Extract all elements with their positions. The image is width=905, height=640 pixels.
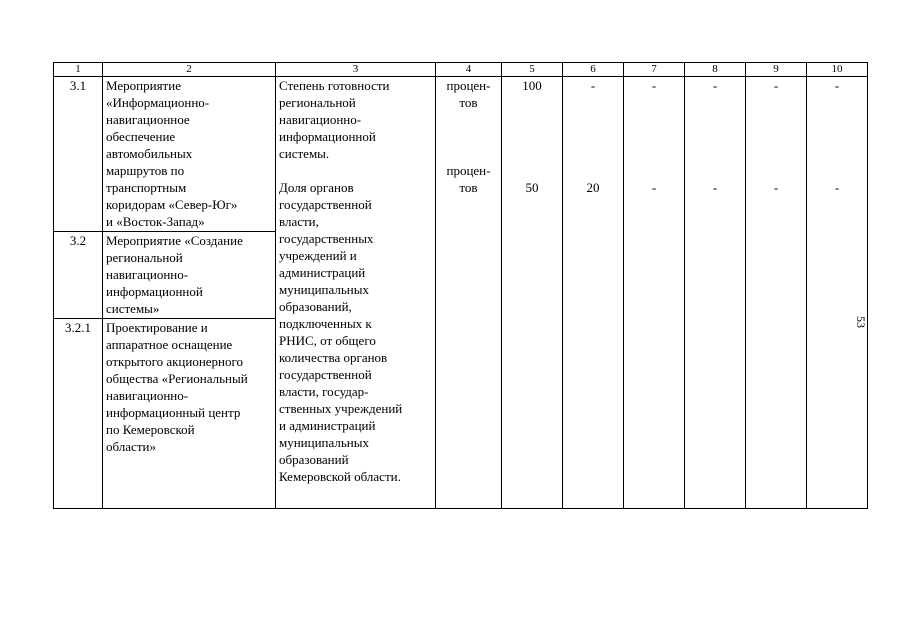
activity-name: Мероприятие «Информационно- навигационное обеспечение автомобильных маршрутов по транспортным коридорам «Север-Юг» и «Восток-Запад» — [103, 77, 276, 232]
value: - — [712, 78, 718, 93]
value: - — [773, 78, 779, 93]
value: - — [651, 180, 657, 195]
column-number: 9 — [746, 63, 807, 77]
column-number-row — [54, 63, 868, 77]
row-number: 3.2 — [54, 232, 103, 319]
value: - — [712, 180, 718, 195]
value-cell — [746, 77, 807, 509]
value: - — [834, 180, 840, 195]
indicator-text: Степень готовности региональной навигационно- информационной системы. — [279, 78, 390, 161]
unit-text: процен- тов — [446, 78, 491, 110]
column-number: 5 — [502, 63, 563, 77]
column-number: 3 — [276, 63, 436, 77]
table-row — [54, 77, 868, 232]
value: 50 — [525, 180, 539, 195]
value-cell — [624, 77, 685, 509]
unit-text: процен- тов — [446, 163, 491, 195]
column-number: 7 — [624, 63, 685, 77]
value-cell — [563, 77, 624, 509]
value-cell — [807, 77, 868, 509]
column-number: 8 — [685, 63, 746, 77]
column-number: 10 — [807, 63, 868, 77]
column-number: 1 — [54, 63, 103, 77]
value-cell — [685, 77, 746, 509]
column-number: 2 — [103, 63, 276, 77]
row-number: 3.2.1 — [54, 319, 103, 509]
column-number: 6 — [563, 63, 624, 77]
value-cell — [502, 77, 563, 509]
activity-name: Проектирование и аппаратное оснащение открытого акционерного общества «Региональный навигационно- информационный центр по Кемеровской области» — [103, 319, 276, 509]
value: - — [590, 78, 596, 93]
activity-name: Мероприятие «Создание региональной навигационно- информационной системы» — [103, 232, 276, 319]
value: 20 — [586, 180, 600, 195]
indicator-text: Доля органов государственной власти, государственных учреждений и администраций муниципальных образований, подключенных к РНИС, от общего количества органов государственной власти, государ- ственных учреждений и администраций муниципальных образований Кемеровской области. — [279, 180, 403, 484]
page-number: 53 — [854, 316, 868, 328]
value: 100 — [522, 78, 542, 93]
indicators-table — [53, 62, 868, 509]
unit-cell — [436, 77, 502, 509]
value: - — [651, 78, 657, 93]
value: - — [834, 78, 840, 93]
column-number: 4 — [436, 63, 502, 77]
row-number: 3.1 — [54, 77, 103, 232]
indicator-cell — [276, 77, 436, 509]
value: - — [773, 180, 779, 195]
